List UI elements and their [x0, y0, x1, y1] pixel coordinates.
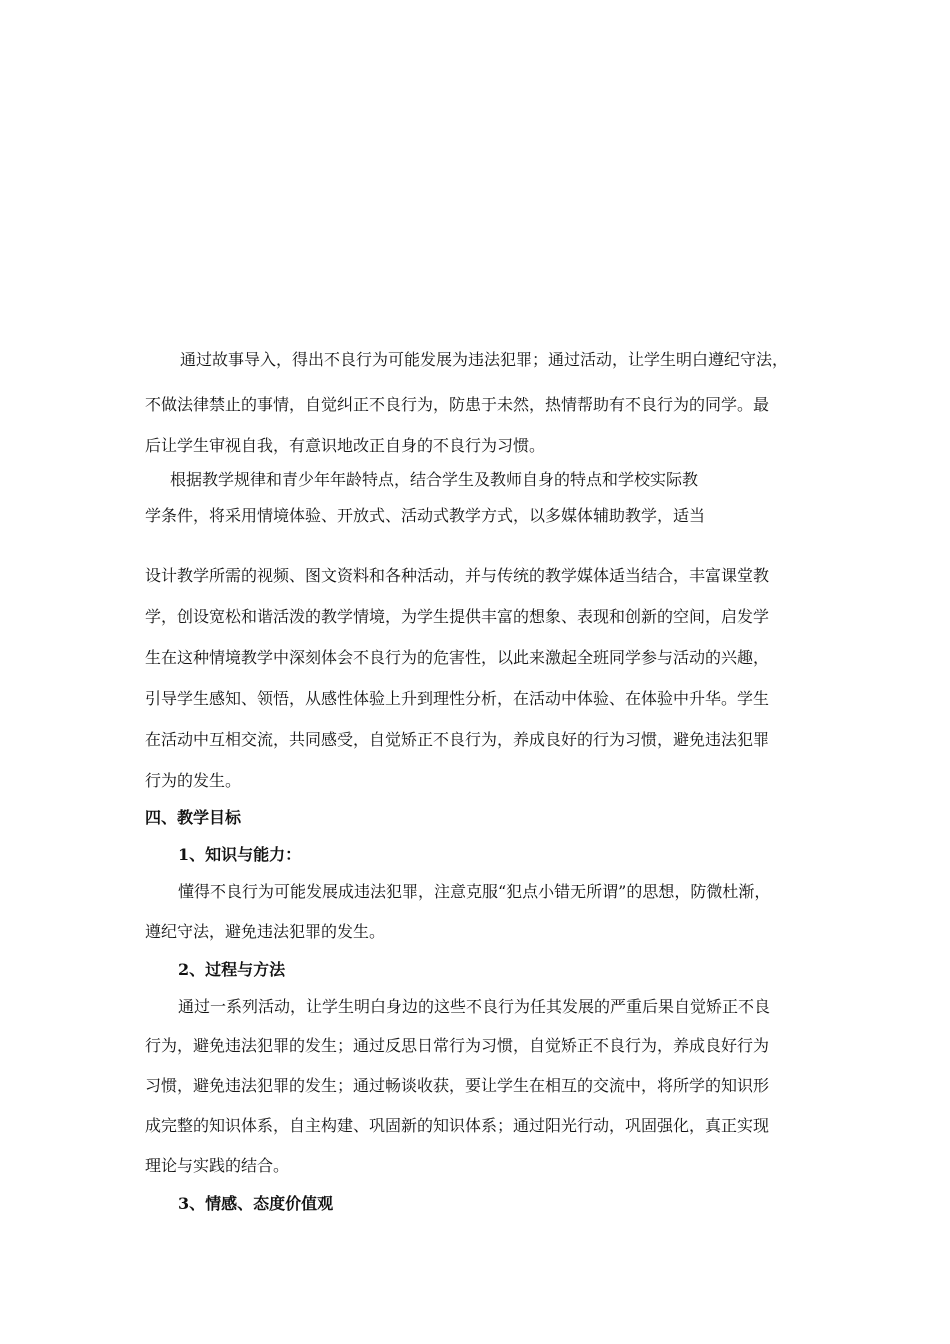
section-heading: 四、教学目标: [145, 808, 242, 827]
paragraph-line: 引导学生感知、领悟，从感性体验上升到理性分析，在活动中体验、在体验中升华。学生: [145, 689, 770, 708]
paragraph-line: 不做法律禁止的事情，自觉纠正不良行为，防患于未然，热情帮助有不良行为的同学。最: [145, 395, 770, 414]
goal-heading-knowledge: 1、知识与能力：: [178, 845, 302, 864]
paragraph-line: 行为，避免违法犯罪的发生；通过反思日常行为习惯，自觉矫正不良行为，养成良好行为: [145, 1036, 770, 1055]
paragraph-line: 通过故事导入，得出不良行为可能发展为违法犯罪；通过活动，让学生明白遵纪守法，: [180, 350, 789, 369]
paragraph-line: 学条件，将采用情境体验、开放式、活动式教学方式，以多媒体辅助教学，适当: [145, 506, 706, 525]
goal-heading-attitude: 3、情感、态度价值观: [178, 1194, 334, 1213]
paragraph-line: 生在这种情境教学中深刻体会不良行为的危害性，以此来激起全班同学参与活动的兴趣，: [145, 648, 770, 667]
paragraph-line: 成完整的知识体系，自主构建、巩固新的知识体系；通过阳光行动，巩固强化，真正实现: [145, 1116, 770, 1135]
paragraph-line: 根据教学规律和青少年年龄特点，结合学生及教师自身的特点和学校实际教: [170, 470, 699, 489]
paragraph-line: 习惯，避免违法犯罪的发生；通过畅谈收获，要让学生在相互的交流中，将所学的知识形: [145, 1076, 770, 1095]
paragraph-line: 后让学生审视自我，有意识地改正自身的不良行为习惯。: [145, 436, 546, 455]
paragraph-line: 在活动中互相交流，共同感受，自觉矫正不良行为，养成良好的行为习惯，避免违法犯罪: [145, 730, 770, 749]
paragraph-line: 遵纪守法，避免违法犯罪的发生。: [145, 922, 386, 941]
paragraph-line: 行为的发生。: [145, 771, 242, 790]
paragraph-line: 懂得不良行为可能发展成违法犯罪，注意克服“犯点小错无所谓”的思想，防微杜渐，: [178, 882, 771, 901]
paragraph-line: 理论与实践的结合。: [145, 1156, 290, 1175]
goal-heading-process: 2、过程与方法: [178, 960, 286, 979]
paragraph-line: 学，创设宽松和谐活泼的教学情境，为学生提供丰富的想象、表现和创新的空间，启发学: [145, 607, 770, 626]
paragraph-line: 设计教学所需的视频、图文资料和各种活动，并与传统的教学媒体适当结合，丰富课堂教: [145, 566, 770, 585]
paragraph-line: 通过一系列活动，让学生明白身边的这些不良行为任其发展的严重后果自觉矫正不良: [178, 997, 771, 1016]
